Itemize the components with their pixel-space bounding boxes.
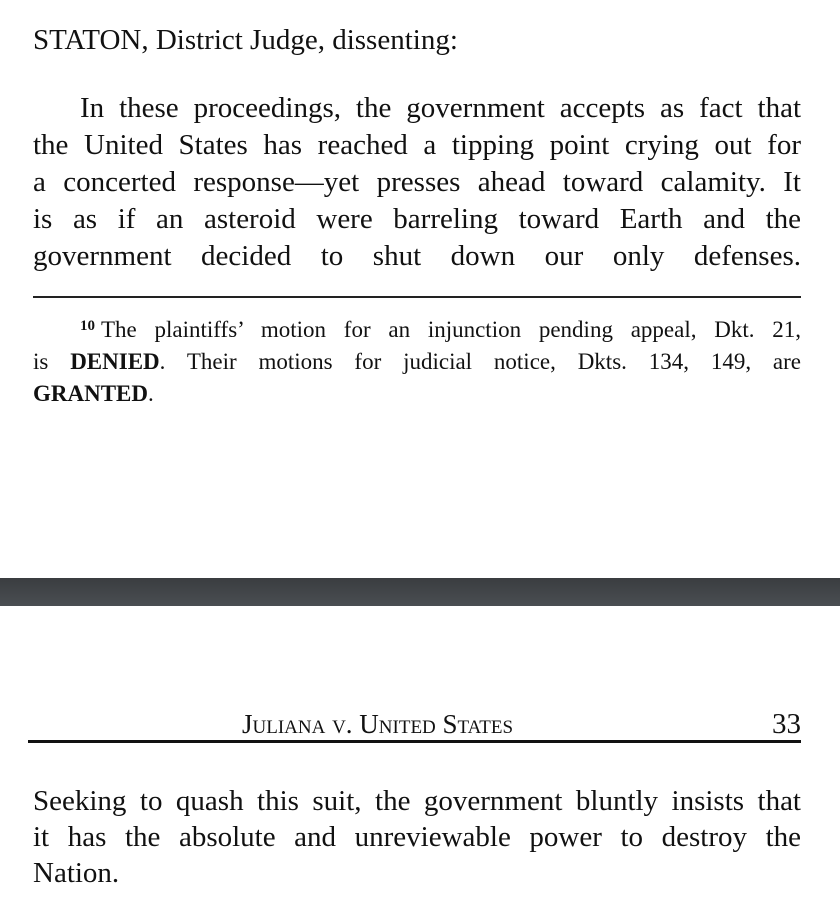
running-header xyxy=(30,706,801,742)
page-number: 33 xyxy=(772,708,801,740)
opinion-paragraph xyxy=(33,783,801,891)
paragraph-line: a concerted response—yet presses ahead toward calamity. It xyxy=(33,166,801,198)
footnote-text: . xyxy=(148,381,154,406)
paragraph-line: government decided to shut down our only defenses. xyxy=(33,240,801,272)
dissent-paragraph xyxy=(33,90,801,275)
paragraph-line: Seeking to quash this suit, the government bluntly insists that xyxy=(33,785,801,817)
paragraph-line: Nation. xyxy=(33,857,120,889)
footnote-divider xyxy=(33,296,801,298)
footnote-text: The plaintiffs’ motion for an injunction pending appeal, Dkt. 21, xyxy=(101,317,801,342)
footnote-line xyxy=(33,310,801,346)
footnote-line xyxy=(33,378,801,410)
paragraph-line: it has the absolute and unreviewable power to destroy the xyxy=(33,821,801,853)
paragraph-line: the United States has reached a tipping point crying out for xyxy=(33,129,801,161)
footnote-text: is xyxy=(33,349,49,374)
dissent-heading: STATON, District Judge, dissenting: xyxy=(33,24,458,56)
header-rule xyxy=(28,740,801,743)
paragraph-line: In these proceedings, the government accepts as fact that xyxy=(80,92,801,124)
page-separator xyxy=(0,578,840,606)
case-title: Juliana v. United States xyxy=(242,709,514,739)
footnote-text: . Their motions for judicial notice, Dkts. 134, 149, are xyxy=(159,349,801,374)
footnote-granted: GRANTED xyxy=(33,381,149,406)
footnote-line xyxy=(33,346,801,378)
footnote-10 xyxy=(33,310,801,410)
document-page-bottom xyxy=(0,606,840,910)
footnote-denied: DENIED xyxy=(70,349,160,374)
footnote-number: 10 xyxy=(80,318,95,334)
paragraph-line: is as if an asteroid were barreling toward Earth and the xyxy=(33,203,801,235)
